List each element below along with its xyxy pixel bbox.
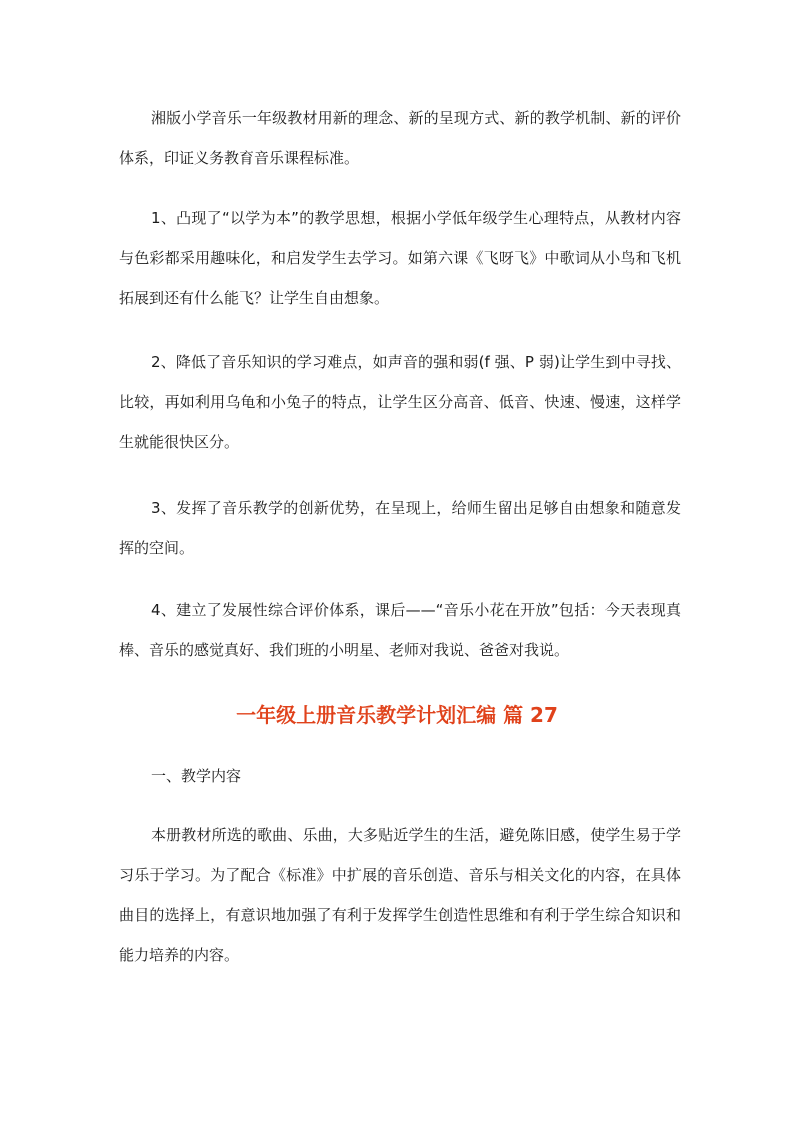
section-heading: 一年级上册音乐教学计划汇编 篇 27 — [236, 703, 558, 727]
subheading-teaching-content: 一、教学内容 — [151, 767, 242, 785]
paragraph-point-4: 4、建立了发展性综合评价体系，课后——“音乐小花在开放”包括：今天表现真棒、音乐的感觉真好、我们班的小明星、老师对我说、爸爸对我说。 — [119, 601, 681, 659]
paragraph-point-2: 2、降低了音乐知识的学习难点，如声音的强和弱(f 强、P 弱)让学生到中寻找、比较，再如利用乌龟和小兔子的特点，让学生区分高音、低音、快速、慢速，这样学生就能很快区分。 — [119, 353, 681, 451]
paragraph-point-3: 3、发挥了音乐教学的创新优势，在呈现上，给师生留出足够自由想象和随意发挥的空间。 — [119, 499, 681, 557]
paragraph-teaching-content: 本册教材所选的歌曲、乐曲，大多贴近学生的生活，避免陈旧感，使学生易于学习乐于学习。为了配合《标准》中扩展的音乐创造、音乐与相关文化的内容，在具体曲目的选择上，有意识地加强了有利于发挥学生创造性思维和有利于学生综合知识和能力培养的内容。 — [119, 826, 681, 964]
paragraph-intro: 湘版小学音乐一年级教材用新的理念、新的呈现方式、新的教学机制、新的评价体系，印证义务教育音乐课程标准。 — [119, 109, 681, 167]
paragraph-point-1: 1、凸现了“以学为本”的教学思想，根据小学低年级学生心理特点，从教材内容与色彩都采用趣味化，和启发学生去学习。如第六课《飞呀飞》中歌词从小鸟和飞机拓展到还有什么能飞？让学生自由想象。 — [119, 209, 681, 307]
